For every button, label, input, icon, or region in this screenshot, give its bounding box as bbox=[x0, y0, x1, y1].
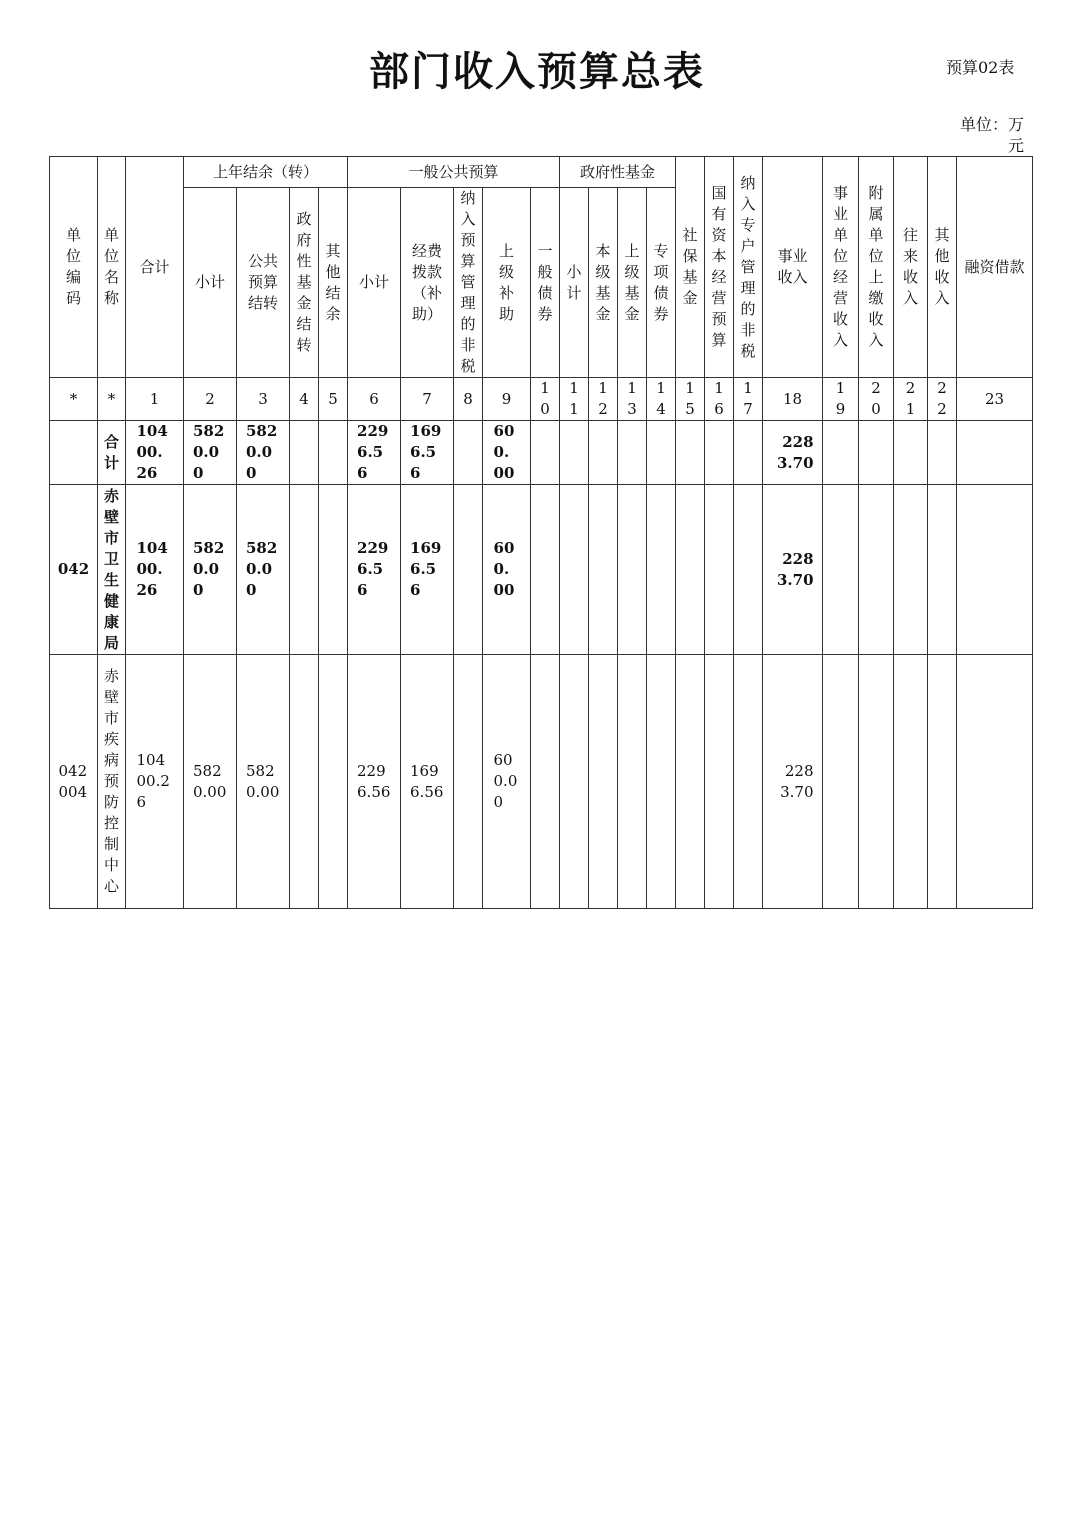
cell-code: 042004 bbox=[50, 655, 98, 909]
cell-empty bbox=[589, 655, 618, 909]
header-gp-bond: 一般债券 bbox=[531, 188, 560, 378]
cell-name: 合计 bbox=[98, 421, 126, 485]
cell-gp-superior: 600.00 bbox=[483, 655, 531, 909]
cell-code: 042 bbox=[50, 485, 98, 655]
index-cell: 17 bbox=[734, 378, 763, 421]
header-gp-allocation: 经费拨款（补助） bbox=[401, 188, 454, 378]
header-other-income: 其他收入 bbox=[928, 157, 957, 378]
header-business-income: 事业收入 bbox=[763, 157, 823, 378]
header-gov-fund-group: 政府性基金 bbox=[560, 157, 676, 188]
cell-empty bbox=[290, 655, 319, 909]
header-gf-bond: 专项债券 bbox=[647, 188, 676, 378]
cell-empty bbox=[589, 485, 618, 655]
cell-empty bbox=[454, 655, 483, 909]
index-cell: 22 bbox=[928, 378, 957, 421]
cell-py-subtotal: 5820.00 bbox=[184, 421, 237, 485]
index-cell: 14 bbox=[647, 378, 676, 421]
header-unit-code: 单位编码 bbox=[50, 157, 98, 378]
index-cell: 1 bbox=[126, 378, 184, 421]
table-row bbox=[50, 655, 1033, 909]
header-gp-subtotal: 小计 bbox=[348, 188, 401, 378]
cell-empty bbox=[647, 485, 676, 655]
header-gp-nontax: 纳入预算管理的非税 bbox=[454, 188, 483, 378]
cell-py-public: 5820.00 bbox=[237, 421, 290, 485]
index-cell: 13 bbox=[618, 378, 647, 421]
cell-gp-superior: 600.00 bbox=[483, 421, 531, 485]
index-cell: * bbox=[50, 378, 98, 421]
cell-empty bbox=[618, 655, 647, 909]
cell-empty bbox=[823, 655, 859, 909]
header-py-subtotal: 小计 bbox=[184, 188, 237, 378]
cell-empty bbox=[319, 421, 348, 485]
form-number: 预算02表 bbox=[946, 58, 1015, 77]
cell-empty bbox=[560, 485, 589, 655]
header-social-fund: 社保基金 bbox=[676, 157, 705, 378]
cell-empty bbox=[319, 655, 348, 909]
cell-empty bbox=[734, 421, 763, 485]
cell-gp-subtotal: 2296.56 bbox=[348, 655, 401, 909]
header-gf-local: 本级基金 bbox=[589, 188, 618, 378]
cell-gp-subtotal: 2296.56 bbox=[348, 421, 401, 485]
cell-empty bbox=[560, 655, 589, 909]
cell-empty bbox=[734, 485, 763, 655]
cell-empty bbox=[618, 421, 647, 485]
cell-empty bbox=[859, 421, 894, 485]
header-special-nontax: 纳入专户管理的非税 bbox=[734, 157, 763, 378]
cell-total: 10400.26 bbox=[126, 485, 184, 655]
cell-py-public: 5820.00 bbox=[237, 655, 290, 909]
header-state-capital: 国有资本经营预算 bbox=[705, 157, 734, 378]
cell-empty bbox=[705, 485, 734, 655]
unit-label: 单位：万元 bbox=[960, 115, 1025, 155]
index-cell: 11 bbox=[560, 378, 589, 421]
cell-empty bbox=[647, 421, 676, 485]
index-cell: 18 bbox=[763, 378, 823, 421]
cell-empty bbox=[290, 421, 319, 485]
table-row-total bbox=[50, 421, 1033, 485]
cell-empty bbox=[618, 485, 647, 655]
cell-business-income: 2283.70 bbox=[763, 421, 823, 485]
cell-gp-superior: 600.00 bbox=[483, 485, 531, 655]
cell-name: 赤壁市疾病预防控制中心 bbox=[98, 655, 126, 909]
cell-gp-subtotal: 2296.56 bbox=[348, 485, 401, 655]
header-affiliated-income: 附属单位上缴收入 bbox=[859, 157, 894, 378]
cell-name: 赤壁市卫生健康局 bbox=[98, 485, 126, 655]
cell-py-subtotal: 5820.00 bbox=[184, 485, 237, 655]
header-operating-income: 事业单位经营收入 bbox=[823, 157, 859, 378]
index-cell: 6 bbox=[348, 378, 401, 421]
cell-business-income: 2283.70 bbox=[763, 655, 823, 909]
cell-empty bbox=[859, 485, 894, 655]
index-cell: 19 bbox=[823, 378, 859, 421]
cell-empty bbox=[928, 655, 957, 909]
cell-empty bbox=[957, 485, 1033, 655]
cell-empty bbox=[957, 655, 1033, 909]
header-py-public: 公共预算结转 bbox=[237, 188, 290, 378]
header-unit-name: 单位名称 bbox=[98, 157, 126, 378]
cell-empty bbox=[589, 421, 618, 485]
index-row bbox=[50, 378, 1033, 421]
cell-empty bbox=[531, 655, 560, 909]
cell-empty bbox=[705, 421, 734, 485]
cell-empty bbox=[928, 485, 957, 655]
cell-empty bbox=[531, 421, 560, 485]
cell-empty bbox=[859, 655, 894, 909]
header-gp-superior: 上级补助 bbox=[483, 188, 531, 378]
cell-empty bbox=[734, 655, 763, 909]
cell-empty bbox=[676, 655, 705, 909]
header-general-budget-group: 一般公共预算 bbox=[348, 157, 560, 188]
cell-empty bbox=[454, 421, 483, 485]
index-cell: 8 bbox=[454, 378, 483, 421]
index-cell: 21 bbox=[894, 378, 928, 421]
cell-empty bbox=[454, 485, 483, 655]
index-cell: 7 bbox=[401, 378, 454, 421]
cell-empty bbox=[928, 421, 957, 485]
cell-empty bbox=[823, 485, 859, 655]
index-cell: 5 bbox=[319, 378, 348, 421]
header-prior-year-group: 上年结余（转） bbox=[184, 157, 348, 188]
header-gf-subtotal: 小计 bbox=[560, 188, 589, 378]
index-cell: * bbox=[98, 378, 126, 421]
index-cell: 4 bbox=[290, 378, 319, 421]
cell-code bbox=[50, 421, 98, 485]
header-py-other: 其他结余 bbox=[319, 188, 348, 378]
index-cell: 10 bbox=[531, 378, 560, 421]
cell-py-subtotal: 5820.00 bbox=[184, 655, 237, 909]
header-row-1 bbox=[50, 157, 1033, 188]
budget-table bbox=[49, 156, 1033, 909]
cell-empty bbox=[957, 421, 1033, 485]
cell-empty bbox=[290, 485, 319, 655]
page-title: 部门收入预算总表 bbox=[369, 48, 705, 95]
header-gf-superior: 上级基金 bbox=[618, 188, 647, 378]
index-cell: 16 bbox=[705, 378, 734, 421]
cell-empty bbox=[647, 655, 676, 909]
cell-total: 10400.26 bbox=[126, 655, 184, 909]
index-cell: 2 bbox=[184, 378, 237, 421]
index-cell: 20 bbox=[859, 378, 894, 421]
cell-empty bbox=[676, 485, 705, 655]
index-cell: 15 bbox=[676, 378, 705, 421]
cell-empty bbox=[894, 655, 928, 909]
cell-total: 10400.26 bbox=[126, 421, 184, 485]
header-total: 合计 bbox=[126, 157, 184, 378]
index-cell: 3 bbox=[237, 378, 290, 421]
cell-business-income: 2283.70 bbox=[763, 485, 823, 655]
cell-empty bbox=[676, 421, 705, 485]
header-py-govfund: 政府性基金结转 bbox=[290, 188, 319, 378]
cell-py-public: 5820.00 bbox=[237, 485, 290, 655]
cell-empty bbox=[705, 655, 734, 909]
index-cell: 12 bbox=[589, 378, 618, 421]
cell-empty bbox=[894, 485, 928, 655]
table-row bbox=[50, 485, 1033, 655]
cell-empty bbox=[894, 421, 928, 485]
cell-gp-allocation: 1696.56 bbox=[401, 485, 454, 655]
index-cell: 9 bbox=[483, 378, 531, 421]
cell-empty bbox=[319, 485, 348, 655]
header-financing: 融资借款 bbox=[957, 157, 1033, 378]
cell-empty bbox=[531, 485, 560, 655]
cell-gp-allocation: 1696.56 bbox=[401, 421, 454, 485]
cell-empty bbox=[560, 421, 589, 485]
index-cell: 23 bbox=[957, 378, 1033, 421]
cell-empty bbox=[823, 421, 859, 485]
cell-gp-allocation: 1696.56 bbox=[401, 655, 454, 909]
header-transfer-income: 往来收入 bbox=[894, 157, 928, 378]
